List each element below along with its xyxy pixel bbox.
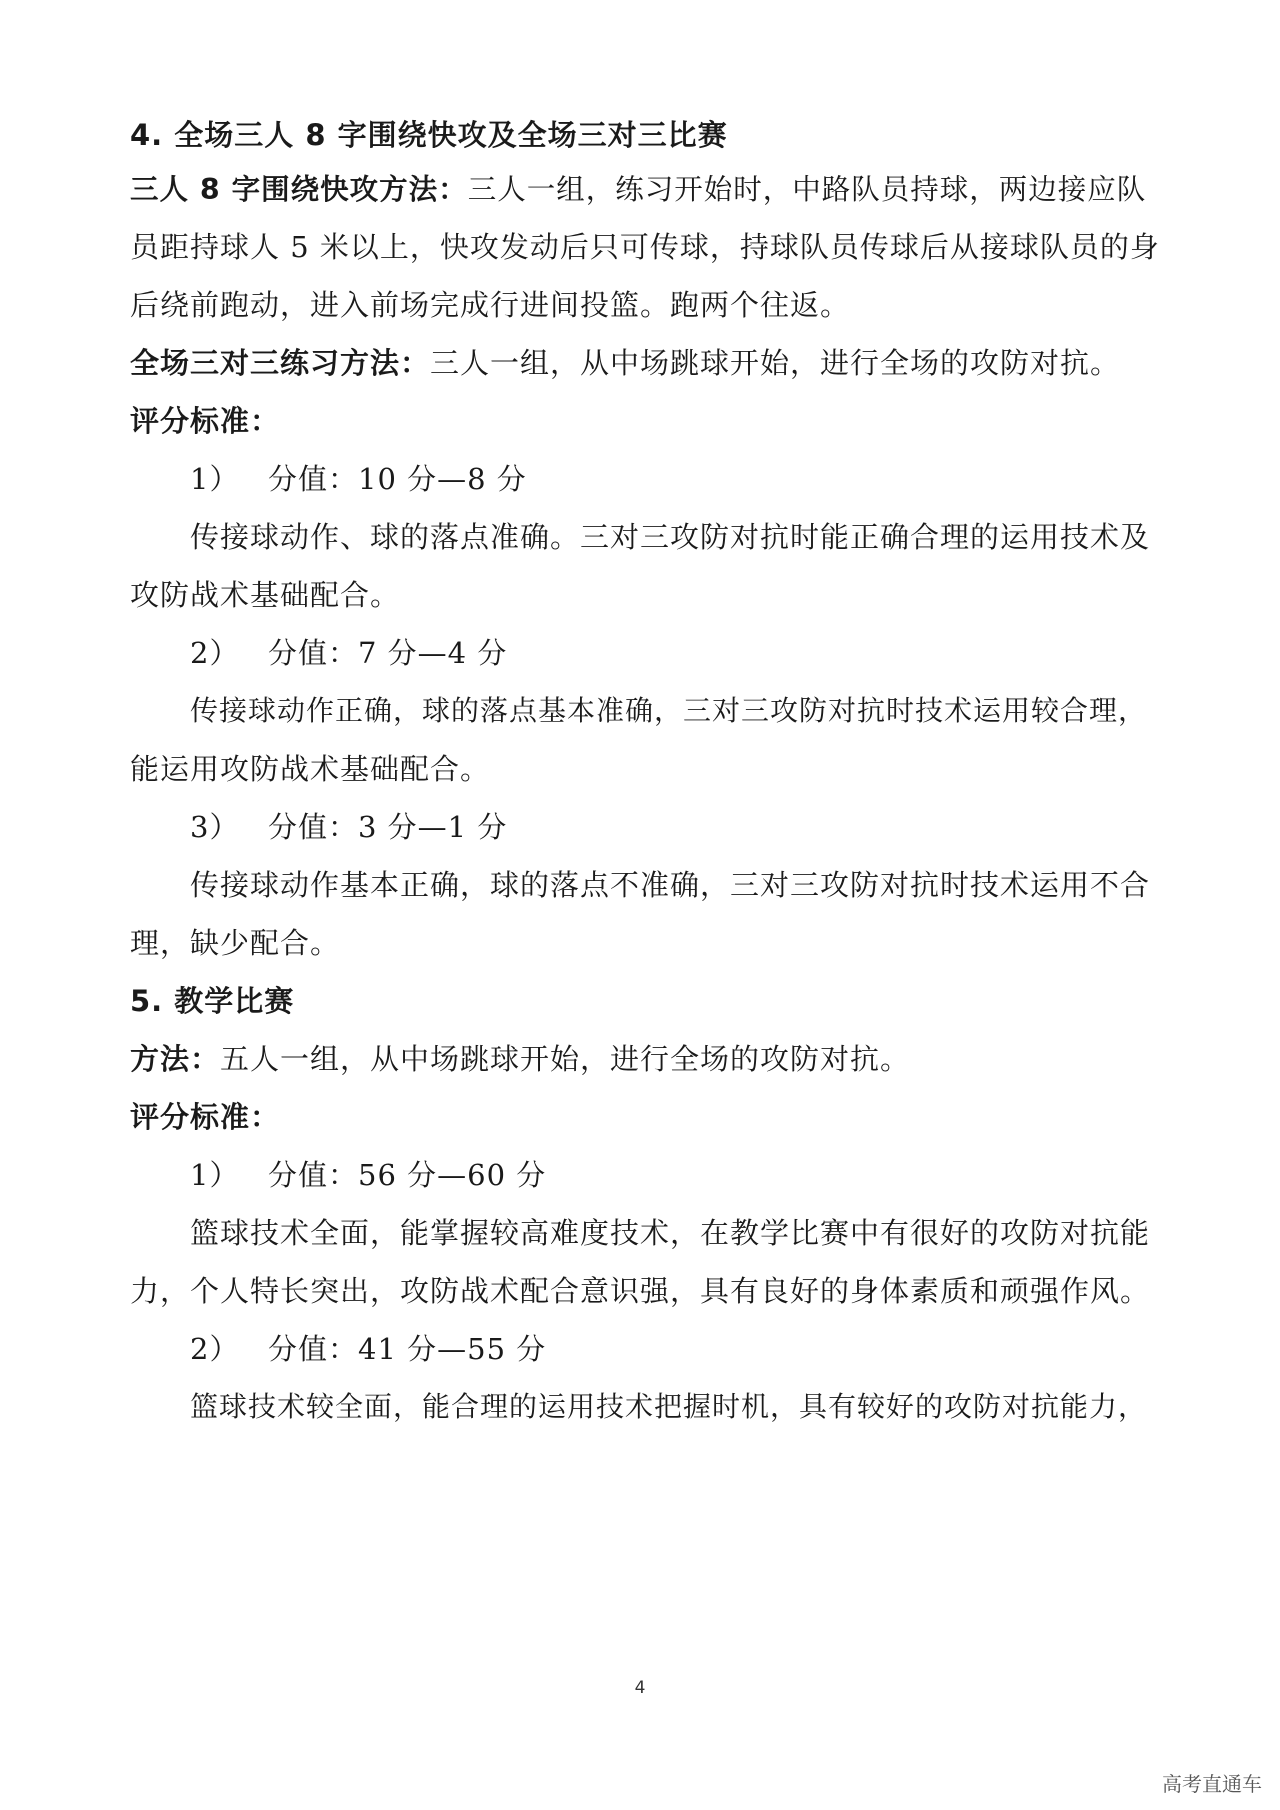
s4-item1-score-line: [190, 459, 1160, 499]
page-number: 4: [634, 1678, 646, 1698]
s4-method2-line: [130, 343, 1160, 383]
s4-method1-line2: 员距持球人 5 米以上，快攻发动后只可传球，持球队员传球后从接球队员的身: [130, 230, 1160, 264]
s5-item2-score: 分值：41 分—55 分: [268, 1332, 547, 1366]
s4-item2-score-line: [190, 633, 1160, 673]
watermark: 高考直通车: [1162, 1772, 1262, 1796]
s4-item3-num: 3）: [190, 810, 240, 844]
s4-method2-text: 三人一组，从中场跳球开始，进行全场的攻防对抗。: [430, 346, 1121, 380]
section-4-title: 4. 全场三人 8 字围绕快攻及全场三对三比赛: [130, 118, 728, 152]
s4-item3-desc2: 理，缺少配合。: [130, 926, 341, 960]
s5-item1-score-line: [190, 1155, 1160, 1195]
s4-item1-desc1: 传接球动作、球的落点准确。三对三攻防对抗时能正确合理的运用技术及: [190, 520, 1151, 554]
s5-method-text: 五人一组，从中场跳球开始，进行全场的攻防对抗。: [220, 1042, 911, 1076]
s4-method2-label: 全场三对三练习方法：: [130, 346, 431, 380]
s4-item3-score-line: [190, 807, 1160, 847]
s5-item1-score: 分值：56 分—60 分: [268, 1158, 547, 1192]
section-5-title: 5. 教学比赛: [130, 984, 295, 1018]
s4-item1-desc2: 攻防战术基础配合。: [130, 578, 401, 612]
s4-criteria-label: 评分标准：: [130, 404, 281, 438]
s4-item3-desc1: 传接球动作基本正确，球的落点不准确，三对三攻防对抗时技术运用不合: [190, 868, 1151, 902]
s5-item2-score-line: [190, 1329, 1160, 1369]
s4-item1-score: 分值：10 分—8 分: [268, 462, 527, 496]
s4-method1-line1: [130, 170, 1160, 210]
s4-item2-score: 分值：7 分—4 分: [268, 636, 508, 670]
s4-item3-score: 分值：3 分—1 分: [268, 810, 508, 844]
s4-item1-num: 1）: [190, 462, 240, 496]
s5-item1-desc1: 篮球技术全面，能掌握较高难度技术，在教学比赛中有很好的攻防对抗能: [190, 1216, 1151, 1250]
s4-item2-num: 2）: [190, 636, 240, 670]
s5-item2-desc1: 篮球技术较全面，能合理的运用技术把握时机，具有较好的攻防对抗能力，: [190, 1390, 1148, 1423]
s5-method-label: 方法：: [130, 1042, 221, 1076]
s4-method1-line3: 后绕前跑动，进入前场完成行进间投篮。跑两个往返。: [130, 288, 851, 322]
s5-item1-desc2: 力，个人特长突出，攻防战术配合意识强，具有良好的身体素质和顽强作风。: [130, 1274, 1151, 1308]
s5-item1-num: 1）: [190, 1158, 240, 1192]
s4-item2-desc2: 能运用攻防战术基础配合。: [130, 752, 491, 786]
s4-method1-label: 三人 8 字围绕快攻方法：: [130, 173, 468, 206]
s5-method-line: [130, 1039, 1160, 1079]
s4-method1-text: 三人一组，练习开始时，中路队员持球，两边接应队: [467, 173, 1147, 206]
s5-item2-num: 2）: [190, 1332, 240, 1366]
s5-criteria-label: 评分标准：: [130, 1100, 281, 1134]
s4-item2-desc1: 传接球动作正确，球的落点基本准确，三对三攻防对抗时技术运用较合理，: [190, 694, 1148, 727]
